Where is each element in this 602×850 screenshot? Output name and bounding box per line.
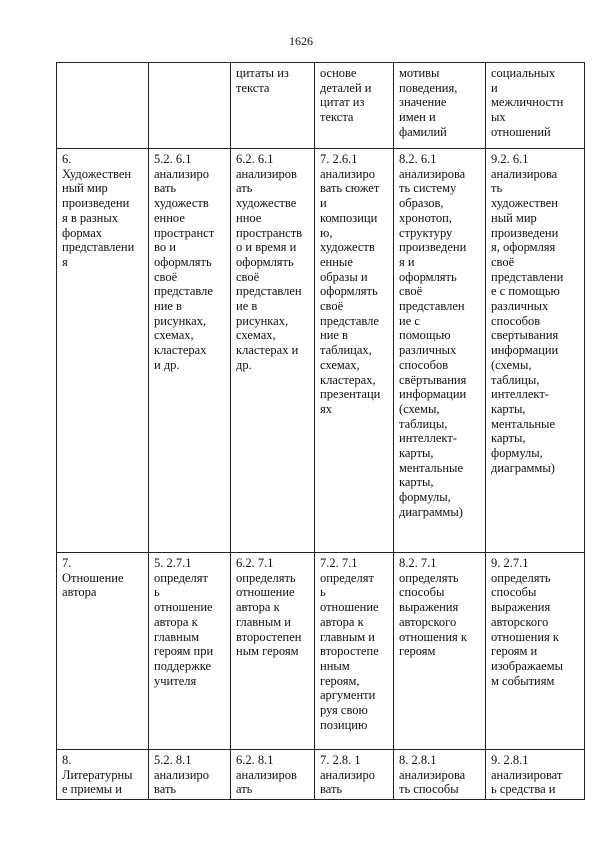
table-cell [231,750,315,800]
table-cell [149,553,231,750]
cell-text: 7. Отношение автора [62,556,124,600]
row-header-cell [57,750,149,800]
cell-text: основе деталей и цитат из текста [320,66,372,125]
cell-text: 7. 2.6.1 анализиро вать сюжет и композици ю, художеств енные образы и оформлять своё представле ние в таблицах, схемах, кластерах, презентаци ях [320,152,381,416]
table-cell [149,750,231,800]
cell-text: социальных и межличностн ых отношений [491,66,564,139]
cell-text: мотивы поведения, значение имен и фамилий [399,66,458,139]
table-cell [315,553,394,750]
cell-text: 7.2. 7.1 определят ь отношение автора к главным и второстепе нным героям, аргументи руя свою позицию [320,556,379,732]
cell-text: 5. 2.7.1 определят ь отношение автора к главным героям при поддержке учителя [154,556,214,688]
table-row [57,149,585,553]
cell-text: 5.2. 8.1 анализиро вать [154,753,209,797]
cell-text: 6. Художествен ный мир произведени я в разных формах представлени я [62,152,135,269]
table-cell [315,750,394,800]
cell-text: 6.2. 8.1 анализиров ать [236,753,297,797]
table-cell [394,63,486,149]
cell-text: 9. 2.7.1 определять способы выражения авторского отношения к героям и изображаемы м событиям [491,556,564,688]
cell-text: 8. 2.8.1 анализирова ть способы [399,753,466,797]
table-cell [486,149,585,553]
table-cell [394,750,486,800]
table-row [57,63,585,149]
cell-text: 6.2. 6.1 анализиров ать художестве нное пространств о и время и оформлять своё представлен ие в рисунках, схемах, кластерах и др. [236,152,303,372]
table-cell [486,750,585,800]
table-row [57,750,585,800]
cell-text: 8.2. 6.1 анализирова ть систему образов, хронотоп, структуру произведени я и оформлять своё представлен ие с помощью различных способов свёртывания информации (схемы, таблицы, интеллект- карты, ментальные карты, формулы, диаграммы) [399,152,467,519]
table-cell [149,149,231,553]
cell-text: 5.2. 6.1 анализиро вать художеств енное пространст во и оформлять своё представле ние в рисунках, схемах, кластерах и др. [154,152,215,372]
table-cell [231,63,315,149]
cell-text: 7. 2.8. 1 анализиро вать [320,753,375,797]
table-cell [231,149,315,553]
table-cell [231,553,315,750]
table-cell [394,149,486,553]
row-header-cell [57,149,149,553]
table-row [57,553,585,750]
cell-text: 9. 2.8.1 анализироват ь средства и [491,753,563,797]
cell-text: 8. Литературны е приемы и [62,753,133,797]
table-cell [486,63,585,149]
cell-text: 6.2. 7.1 определять отношение автора к главным и второстепен ным героям [236,556,302,659]
cell-text: 9.2. 6.1 анализирова ть художествен ный мир произведени я, оформляя своё представлени е с помощью различных способов свертывания информации (схемы, таблицы, интеллект- карты, ментальные карты, формулы, диаграммы) [491,152,564,475]
table-cell [315,63,394,149]
table-cell [486,553,585,750]
table-cell [394,553,486,750]
table-cell [315,149,394,553]
competency-table [56,62,585,800]
page-number: 1626 [289,34,313,48]
cell-text: цитаты из текста [236,66,289,95]
cell-text: 8.2. 7.1 определять способы выражения авторского отношения к героям [399,556,467,659]
row-header-cell [57,553,149,750]
table-cell [149,63,231,149]
table-cell [57,63,149,149]
